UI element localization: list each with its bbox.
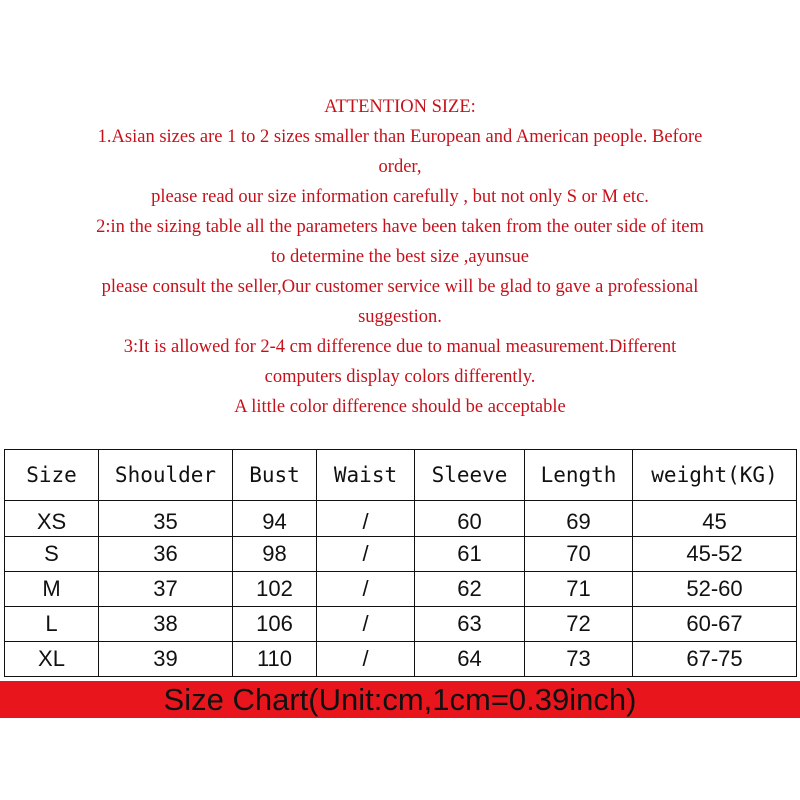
table-cell: 63 xyxy=(415,607,525,642)
table-cell: 110 xyxy=(233,642,317,677)
table-cell: 60-67 xyxy=(633,607,797,642)
table-cell: M xyxy=(5,572,99,607)
header-sleeve: Sleeve xyxy=(415,450,525,501)
header-weight: weight(KG) xyxy=(633,450,797,501)
table-cell: L xyxy=(5,607,99,642)
table-cell: 45-52 xyxy=(633,537,797,572)
table-cell: 45 xyxy=(633,501,797,537)
table-cell: 60 xyxy=(415,501,525,537)
table-cell: 94 xyxy=(233,501,317,537)
table-row xyxy=(5,642,797,677)
notice-line: 3:It is allowed for 2-4 cm difference due to manual measurement.Different xyxy=(123,337,677,357)
notice-line: computers display colors differently. xyxy=(264,367,536,387)
table-cell: S xyxy=(5,537,99,572)
table-cell: 106 xyxy=(233,607,317,642)
table-cell: 70 xyxy=(525,537,633,572)
size-table xyxy=(4,449,797,677)
table-header-row xyxy=(5,450,797,501)
notice-line: to determine the best size ,ayunsue xyxy=(271,247,529,267)
table-cell: 72 xyxy=(525,607,633,642)
notice-line: please consult the seller,Our customer service will be glad to gave a professional xyxy=(101,277,699,297)
table-cell: / xyxy=(317,537,415,572)
table-row xyxy=(5,572,797,607)
table-cell: XL xyxy=(5,642,99,677)
table-cell: XS xyxy=(5,501,99,537)
table-cell: 98 xyxy=(233,537,317,572)
header-length: Length xyxy=(525,450,633,501)
table-cell: 64 xyxy=(415,642,525,677)
table-cell: 67-75 xyxy=(633,642,797,677)
notice-line: 2:in the sizing table all the parameters have been taken from the outer side of item xyxy=(96,217,704,237)
table-cell: / xyxy=(317,501,415,537)
header-bust: Bust xyxy=(233,450,317,501)
notice-line: A little color difference should be acceptable xyxy=(234,397,566,417)
size-chart-banner: Size Chart(Unit:cm,1cm=0.39inch) xyxy=(0,681,800,718)
notice-line: suggestion. xyxy=(358,307,442,327)
table-cell: 37 xyxy=(99,572,233,607)
notice-line: 1.Asian sizes are 1 to 2 sizes smaller than European and American people. Before xyxy=(97,127,703,147)
table-cell: 69 xyxy=(525,501,633,537)
table-row xyxy=(5,607,797,642)
notice-line: order, xyxy=(378,157,422,177)
table-cell: 71 xyxy=(525,572,633,607)
table-cell: 35 xyxy=(99,501,233,537)
header-shoulder: Shoulder xyxy=(99,450,233,501)
table-cell: / xyxy=(317,572,415,607)
table-cell: 102 xyxy=(233,572,317,607)
table-cell: 38 xyxy=(99,607,233,642)
notice-title: ATTENTION SIZE: xyxy=(324,97,476,117)
table-cell: 39 xyxy=(99,642,233,677)
table-row xyxy=(5,537,797,572)
header-waist: Waist xyxy=(317,450,415,501)
header-size: Size xyxy=(5,450,99,501)
table-cell: / xyxy=(317,607,415,642)
table-cell: 36 xyxy=(99,537,233,572)
table-cell: / xyxy=(317,642,415,677)
table-cell: 62 xyxy=(415,572,525,607)
table-row xyxy=(5,501,797,537)
table-cell: 52-60 xyxy=(633,572,797,607)
table-cell: 61 xyxy=(415,537,525,572)
table-cell: 73 xyxy=(525,642,633,677)
notice-line: please read our size information carefully , but not only S or M etc. xyxy=(151,187,649,207)
size-notice xyxy=(0,92,800,422)
